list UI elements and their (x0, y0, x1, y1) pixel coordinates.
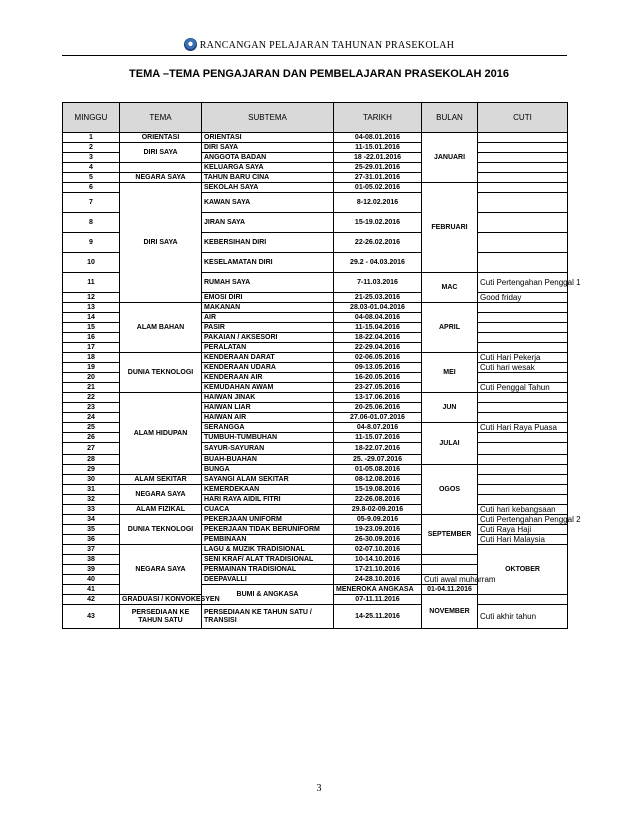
table-row (63, 163, 568, 173)
minggu-cell: 38 (63, 555, 120, 565)
cuti-cell (478, 333, 568, 343)
cuti-cell (478, 313, 568, 323)
subtema-cell: SAYUR-SAYURAN (202, 443, 334, 455)
page-number: 3 (316, 783, 322, 794)
tema-cell: DIRI SAYA (120, 143, 202, 163)
tema-cell: ALAM FIZIKAL (120, 505, 202, 515)
subtema-cell: KEBERSIHAN DIRI (202, 233, 334, 253)
column-header-minggu: MINGGU (63, 103, 120, 133)
tarikh-cell: 18-22.04.2016 (334, 333, 422, 343)
minggu-cell: 5 (63, 173, 120, 183)
minggu-cell: 19 (63, 363, 120, 373)
table-row (63, 515, 568, 525)
column-header-bulan: BULAN (422, 103, 478, 133)
subtema-cell: KENDERAAN UDARA (202, 363, 334, 373)
minggu-cell: 32 (63, 495, 120, 505)
tema-cell: NEGARA SAYA (120, 485, 202, 505)
tarikh-cell: 11-15.07.2016 (334, 433, 422, 443)
minggu-cell: 24 (63, 413, 120, 423)
table-row (63, 303, 568, 313)
bulan-cell: MEI (422, 353, 478, 393)
cuti-cell (478, 163, 568, 173)
subtema-cell: PERMAINAN TRADISIONAL (202, 565, 334, 575)
subtema-cell: PASIR (202, 323, 334, 333)
subtema-cell: ANGGOTA BADAN (202, 153, 334, 163)
tarikh-cell: 22-29.04.2016 (334, 343, 422, 353)
subtema-cell: KESELAMATAN DIRI (202, 253, 334, 273)
cuti-cell (478, 183, 568, 193)
tarikh-cell: 07-11.11.2016 (334, 595, 422, 605)
document-header (0, 38, 638, 51)
table-row (63, 133, 568, 143)
minggu-cell: 42 (63, 595, 120, 605)
tema-cell: ORIENTASI (120, 133, 202, 143)
tarikh-cell: 04-08.04.2016 (334, 313, 422, 323)
table-header-row (63, 103, 568, 133)
minggu-cell: 3 (63, 153, 120, 163)
cuti-cell (478, 413, 568, 423)
subtema-cell: HAIWAN JINAK (202, 393, 334, 403)
subtema-cell: BUNGA (202, 465, 334, 475)
tarikh-cell: 19-23.09.2016 (334, 525, 422, 535)
minggu-cell: 43 (63, 605, 120, 629)
subtema-cell: MENEROKA ANGKASA (334, 585, 422, 595)
subtema-cell: TAHUN BARU CINA (202, 173, 334, 183)
minggu-cell: 28 (63, 455, 120, 465)
subtema-cell: TUMBUH-TUMBUHAN (202, 433, 334, 443)
tarikh-cell: 05-9.09.2016 (334, 515, 422, 525)
tema-cell: NEGARA SAYA (120, 173, 202, 183)
tema-cell: ALAM SEKITAR (120, 475, 202, 485)
tarikh-cell: 25-29.01.2016 (334, 163, 422, 173)
cuti-cell: Cuti Hari Pekerja (478, 353, 568, 363)
tarikh-cell: 09-13.05.2016 (334, 363, 422, 373)
cuti-cell (478, 495, 568, 505)
minggu-cell: 21 (63, 383, 120, 393)
cuti-cell: Cuti akhir tahun (478, 605, 568, 629)
cuti-cell (478, 193, 568, 213)
subtema-cell: MAKANAN (202, 303, 334, 313)
cuti-cell (478, 343, 568, 353)
tarikh-cell: 8-12.02.2016 (334, 193, 422, 213)
column-header-cuti: CUTI (478, 103, 568, 133)
tarikh-cell: 17-21.10.2016 (334, 565, 422, 575)
cuti-cell: Cuti Pertengahan Penggal 2 (478, 515, 568, 525)
subtema-cell: PEKERJAAN UNIFORM (202, 515, 334, 525)
subtema-cell: CUACA (202, 505, 334, 515)
tema-cell: DUNIA TEKNOLOGI (120, 353, 202, 393)
subtema-cell: AIR (202, 313, 334, 323)
table-row (63, 545, 568, 555)
tarikh-cell: 04-08.01.2016 (334, 133, 422, 143)
table-row (63, 353, 568, 363)
column-header-tarikh: TARIKH (334, 103, 422, 133)
cuti-cell (478, 213, 568, 233)
minggu-cell: 13 (63, 303, 120, 313)
bulan-cell: OKTOBER (478, 545, 568, 595)
minggu-cell: 31 (63, 485, 120, 495)
cuti-cell: Good friday (478, 293, 568, 303)
cuti-cell (478, 485, 568, 495)
table-row (63, 605, 568, 629)
schedule-table (62, 102, 581, 629)
tarikh-cell: 28.03-01.04.2016 (334, 303, 422, 313)
cuti-cell: Cuti Pertengahan Penggal 1 (478, 273, 568, 293)
cuti-cell (478, 373, 568, 383)
cuti-cell (478, 173, 568, 183)
column-header-tema: TEMA (120, 103, 202, 133)
cuti-cell (422, 555, 478, 565)
tema-cell: ALAM HIDUPAN (120, 393, 202, 475)
minggu-cell: 27 (63, 443, 120, 455)
minggu-cell: 1 (63, 133, 120, 143)
minggu-cell: 2 (63, 143, 120, 153)
minggu-cell: 17 (63, 343, 120, 353)
minggu-cell: 9 (63, 233, 120, 253)
tarikh-cell: 11-15.01.2016 (334, 143, 422, 153)
table-row (63, 393, 568, 403)
header-text: RANCANGAN PELAJARAN TAHUNAN PRASEKOLAH (199, 40, 455, 51)
tarikh-cell: 15-19.08.2016 (334, 485, 422, 495)
table-row (63, 173, 568, 183)
subtema-cell: KAWAN SAYA (202, 193, 334, 213)
bulan-cell: APRIL (422, 303, 478, 353)
minggu-cell: 39 (63, 565, 120, 575)
tarikh-cell: 13-17.06.2016 (334, 393, 422, 403)
tarikh-cell: 29.2 - 04.03.2016 (334, 253, 422, 273)
cuti-cell: Cuti Raya Haji (478, 525, 568, 535)
subtema-cell: PAKAIAN / AKSESORI (202, 333, 334, 343)
tarikh-cell: 24-28.10.2016 (334, 575, 422, 585)
tarikh-cell: 25. -29.07.2016 (334, 455, 422, 465)
subtema-cell: DEEPAVALLI (202, 575, 334, 585)
minggu-cell: 40 (63, 575, 120, 585)
subtema-cell: SENI KRAF/ ALAT TRADISIONAL (202, 555, 334, 565)
tarikh-cell: 29.8-02-09.2016 (334, 505, 422, 515)
school-logo-icon (184, 38, 197, 51)
minggu-cell: 14 (63, 313, 120, 323)
table-row (63, 485, 568, 495)
minggu-cell: 30 (63, 475, 120, 485)
subtema-cell: GRADUASI / KONVOKESYEN (120, 595, 202, 605)
bulan-cell: OGOS (422, 465, 478, 515)
tarikh-cell: 02-06.05.2016 (334, 353, 422, 363)
tarikh-cell: 23-27.05.2016 (334, 383, 422, 393)
tarikh-cell: 15-19.02.2016 (334, 213, 422, 233)
subtema-cell: PERSEDIAAN KE TAHUN SATU / TRANSISI (202, 605, 334, 629)
minggu-cell: 37 (63, 545, 120, 555)
cuti-cell (478, 455, 568, 465)
tarikh-cell: 22-26.08.2016 (334, 495, 422, 505)
cuti-cell (478, 465, 568, 475)
cuti-cell: Cuti Hari Raya Puasa (478, 423, 568, 433)
subtema-cell: KELUARGA SAYA (202, 163, 334, 173)
subtema-cell: RUMAH SAYA (202, 273, 334, 293)
tarikh-cell: 16-20.05.2016 (334, 373, 422, 383)
subtema-cell: HARI RAYA AIDIL FITRI (202, 495, 334, 505)
table-row (63, 505, 568, 515)
cuti-cell: Cuti Hari Malaysia (478, 535, 568, 545)
tarikh-cell: 21-25.03.2016 (334, 293, 422, 303)
cuti-cell (478, 253, 568, 273)
tarikh-cell: 10-14.10.2016 (334, 555, 422, 565)
subtema-cell: KEMUDAHAN AWAM (202, 383, 334, 393)
subtema-cell: KENDERAAN DARAT (202, 353, 334, 363)
tarikh-cell: 08-12.08.2016 (334, 475, 422, 485)
minggu-cell: 34 (63, 515, 120, 525)
tema-cell: PERSEDIAAN KE TAHUN SATU (120, 605, 202, 629)
cuti-cell: Cuti hari wesak (478, 363, 568, 373)
tarikh-cell: 04-8.07.2016 (334, 423, 422, 433)
minggu-cell: 8 (63, 213, 120, 233)
minggu-cell: 18 (63, 353, 120, 363)
subtema-cell: SERANGGA (202, 423, 334, 433)
minggu-cell: 7 (63, 193, 120, 213)
cuti-cell (478, 153, 568, 163)
subtema-cell: HAIWAN AIR (202, 413, 334, 423)
minggu-cell: 35 (63, 525, 120, 535)
subtema-cell: PERALATAN (202, 343, 334, 353)
cuti-cell (478, 143, 568, 153)
cuti-cell: Cuti hari kebangsaan (478, 505, 568, 515)
bulan-cell: FEBRUARI (422, 183, 478, 273)
subtema-cell: KENDERAAN AIR (202, 373, 334, 383)
bulan-cell: SEPTEMBER (422, 515, 478, 555)
minggu-cell: 25 (63, 423, 120, 433)
tarikh-cell: 27.06-01.07.2016 (334, 413, 422, 423)
minggu-cell: 11 (63, 273, 120, 293)
bulan-cell: MAC (422, 273, 478, 303)
tarikh-cell: 01-04.11.2016 (422, 585, 478, 595)
tarikh-cell: 18-22.07.2016 (334, 443, 422, 455)
tarikh-cell: 11-15.04.2016 (334, 323, 422, 333)
subtema-cell: KEMERDEKAAN (202, 485, 334, 495)
minggu-cell: 22 (63, 393, 120, 403)
minggu-cell: 6 (63, 183, 120, 193)
cuti-cell: Cuti awal muharram (422, 575, 478, 585)
tarikh-cell: 14-25.11.2016 (334, 605, 422, 629)
tarikh-cell: 20-25.06.2016 (334, 403, 422, 413)
table-row (63, 183, 568, 193)
page-title: TEMA –TEMA PENGAJARAN DAN PEMBELAJARAN PRASEKOLAH 2016 (129, 68, 509, 80)
minggu-cell: 16 (63, 333, 120, 343)
tema-cell: DIRI SAYA (120, 183, 202, 303)
subtema-cell: EMOSI DIRI (202, 293, 334, 303)
tarikh-cell: 01-05.02.2016 (334, 183, 422, 193)
cuti-cell (422, 565, 478, 575)
cuti-cell (478, 433, 568, 443)
minggu-cell: 20 (63, 373, 120, 383)
subtema-cell: BUAH-BUAHAN (202, 455, 334, 465)
subtema-cell: LAGU & MUZIK TRADISIONAL (202, 545, 334, 555)
tema-cell: ALAM BAHAN (120, 303, 202, 353)
bulan-cell: NOVEMBER (422, 595, 478, 629)
subtema-cell: HAIWAN LIAR (202, 403, 334, 413)
cuti-cell (478, 443, 568, 455)
tarikh-cell: 7-11.03.2016 (334, 273, 422, 293)
cuti-cell (478, 133, 568, 143)
minggu-cell: 29 (63, 465, 120, 475)
table-row (63, 143, 568, 153)
minggu-cell: 4 (63, 163, 120, 173)
column-header-subtema: SUBTEMA (202, 103, 334, 133)
tarikh-cell: 02-07.10.2016 (334, 545, 422, 555)
table-row (63, 475, 568, 485)
tarikh-cell: 18 -22.01.2016 (334, 153, 422, 163)
bulan-cell: JUN (422, 393, 478, 423)
cuti-cell (478, 403, 568, 413)
minggu-cell: 33 (63, 505, 120, 515)
cuti-cell (478, 303, 568, 313)
subtema-cell: PEMBINAAN (202, 535, 334, 545)
cuti-cell (478, 323, 568, 333)
tarikh-cell: 26-30.09.2016 (334, 535, 422, 545)
tarikh-cell: 01-05.08.2016 (334, 465, 422, 475)
minggu-cell: 10 (63, 253, 120, 273)
cuti-cell (478, 233, 568, 253)
subtema-cell: SEKOLAH SAYA (202, 183, 334, 193)
bulan-cell: JULAI (422, 423, 478, 465)
subtema-cell: JIRAN SAYA (202, 213, 334, 233)
tema-cell (120, 163, 202, 173)
cuti-cell (478, 475, 568, 485)
minggu-cell: 26 (63, 433, 120, 443)
subtema-cell: PEKERJAAN TIDAK BERUNIFORM (202, 525, 334, 535)
cuti-cell (478, 595, 568, 605)
tema-cell: DUNIA TEKNOLOGI (120, 515, 202, 545)
minggu-cell: 36 (63, 535, 120, 545)
tema-cell: NEGARA SAYA (120, 545, 202, 595)
bulan-cell: JANUARI (422, 133, 478, 183)
minggu-cell: 15 (63, 323, 120, 333)
minggu-cell: 23 (63, 403, 120, 413)
table-body (63, 133, 581, 629)
header-divider (62, 55, 567, 56)
minggu-cell: 12 (63, 293, 120, 303)
minggu-cell: 41 (63, 585, 120, 595)
tema-cell: BUMI & ANGKASA (202, 585, 334, 605)
subtema-cell: SAYANGI ALAM SEKITAR (202, 475, 334, 485)
subtema-cell: ORIENTASI (202, 133, 334, 143)
subtema-cell: DIRI SAYA (202, 143, 334, 153)
tarikh-cell: 27-31.01.2016 (334, 173, 422, 183)
tarikh-cell: 22-26.02.2016 (334, 233, 422, 253)
cuti-cell (478, 393, 568, 403)
cuti-cell: Cuti Penggal Tahun (478, 383, 568, 393)
